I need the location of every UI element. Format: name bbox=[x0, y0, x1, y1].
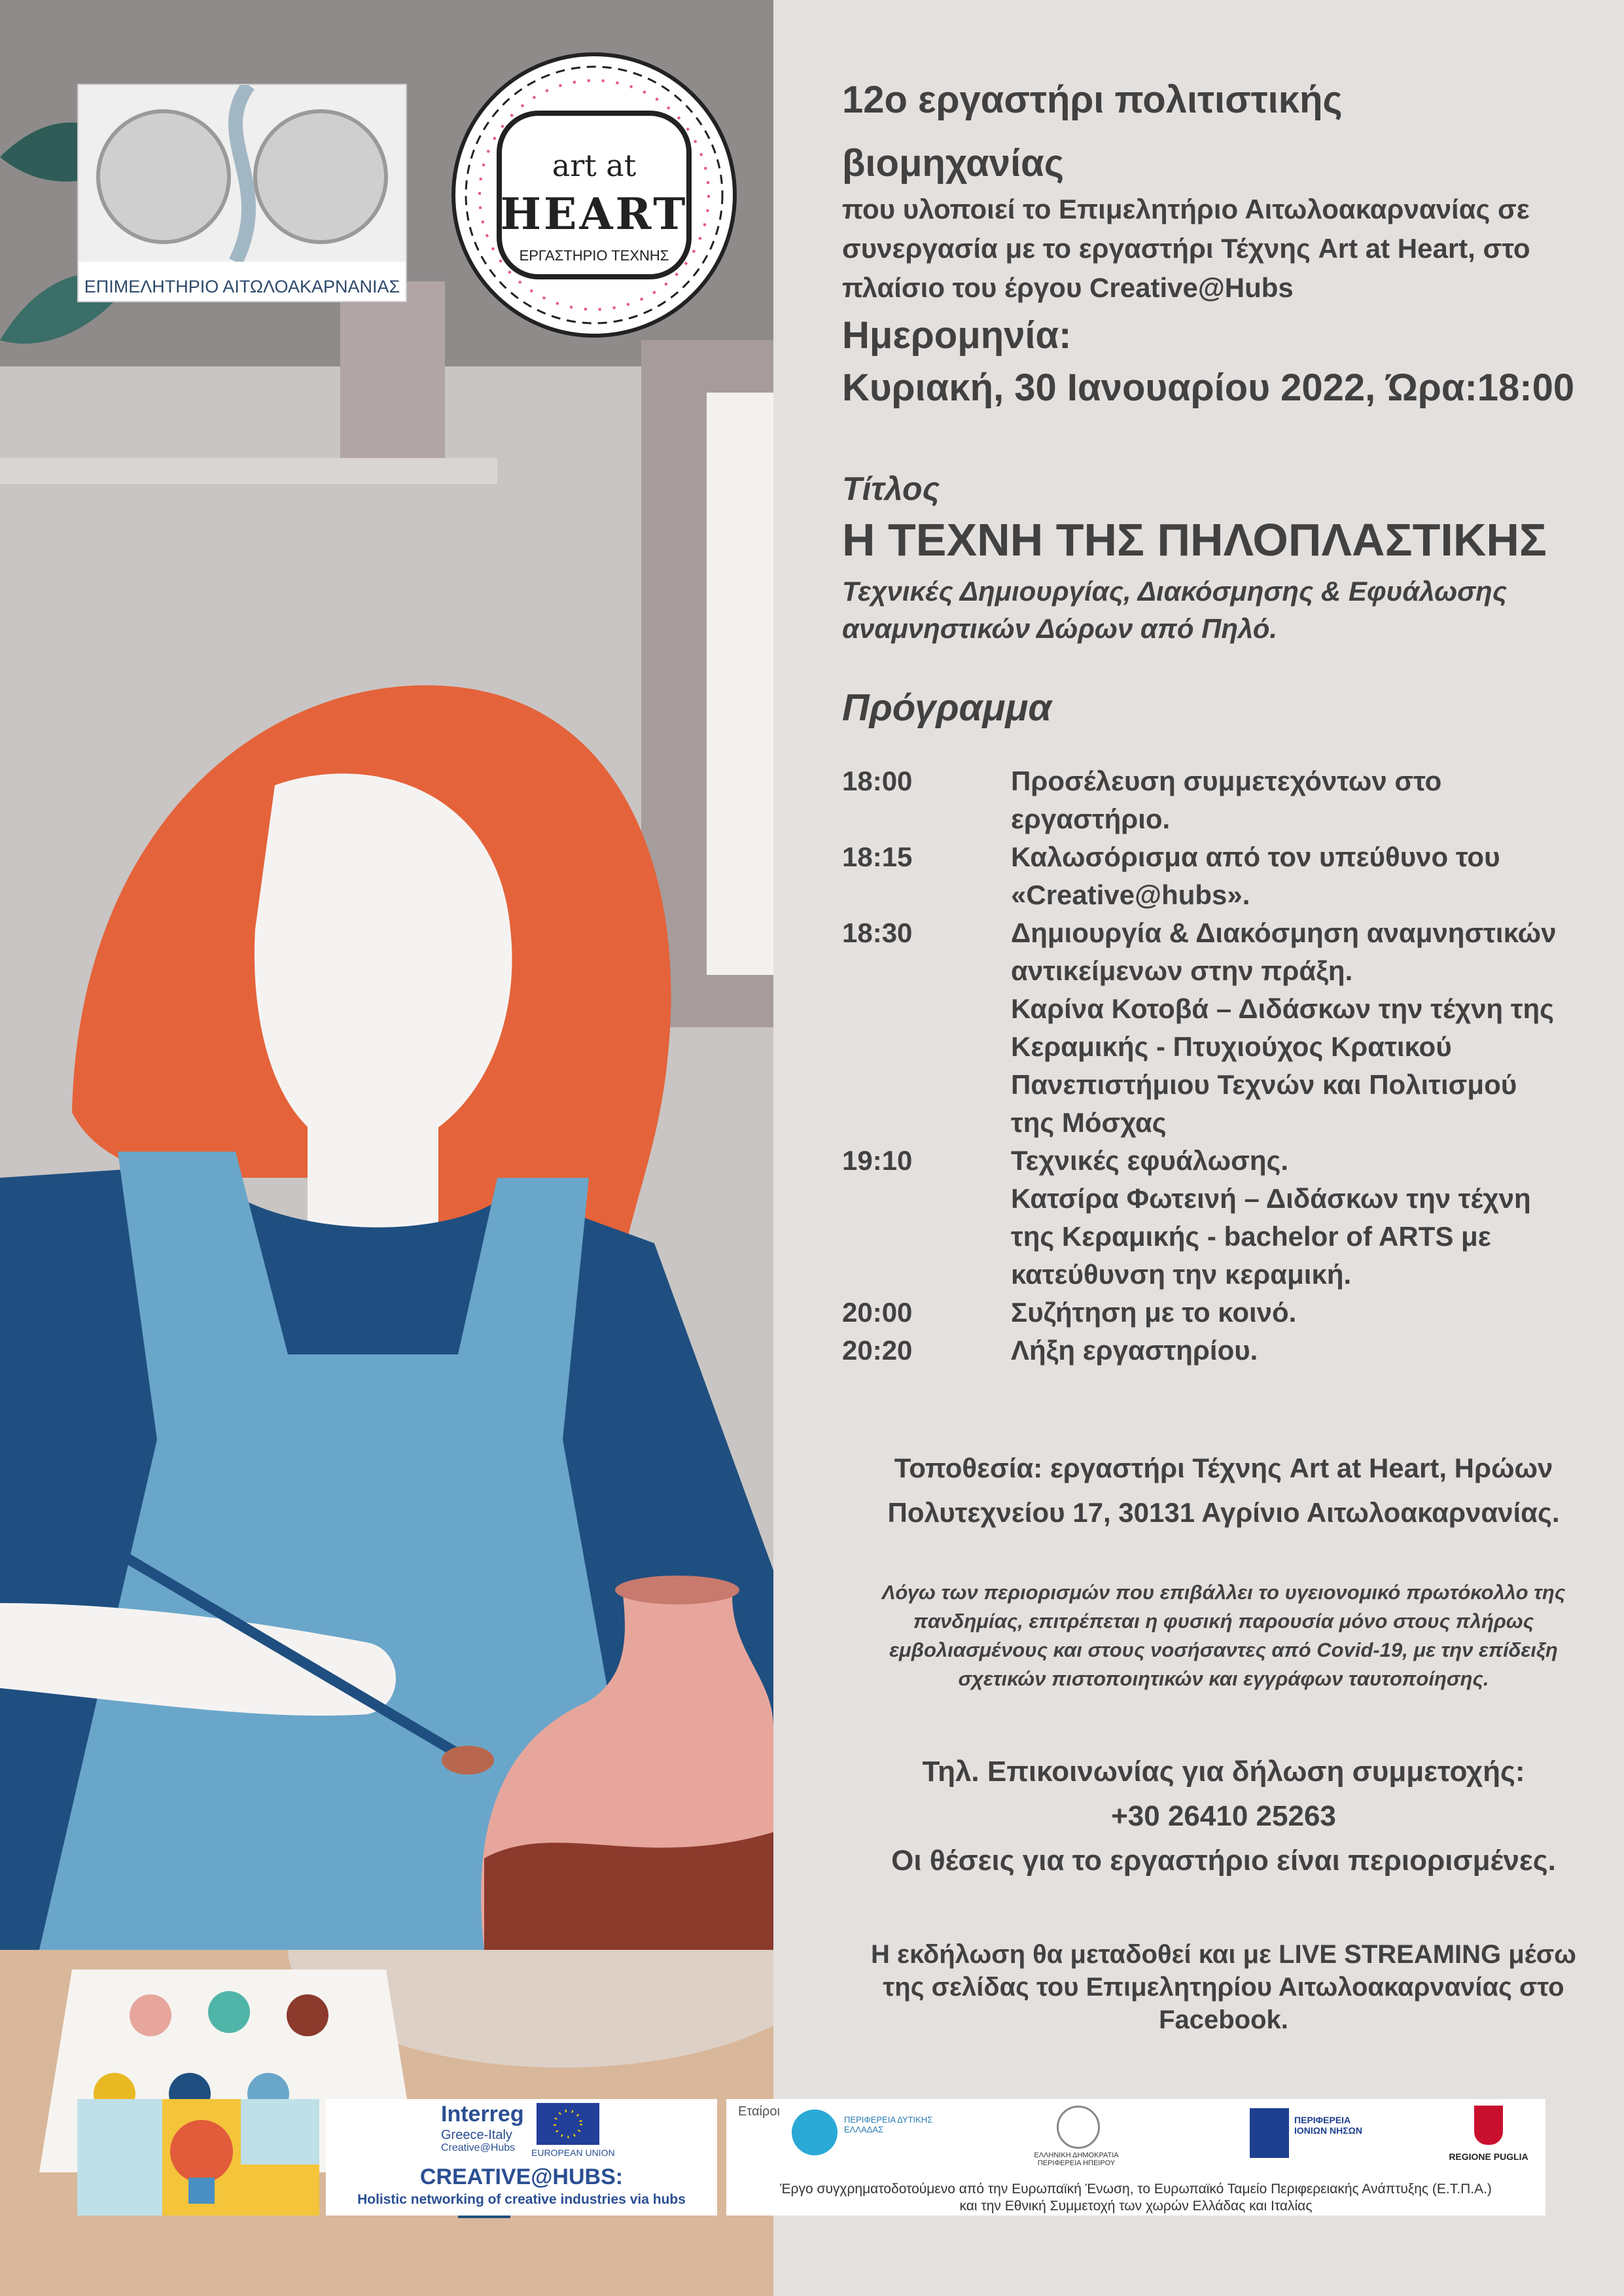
program-time bbox=[842, 1218, 1011, 1256]
contact-block bbox=[811, 1750, 1624, 1883]
program-text: Τεχνικές εφυάλωσης. bbox=[1011, 1145, 1289, 1176]
program-row bbox=[842, 838, 1568, 876]
program-time: 20:20 bbox=[842, 1335, 913, 1366]
interreg-logo bbox=[326, 2099, 717, 2216]
program-row bbox=[842, 800, 1568, 838]
interreg-sub2: Creative@Hubs bbox=[441, 2142, 516, 2153]
program-row bbox=[842, 876, 1568, 914]
partner3-icon bbox=[1250, 2108, 1289, 2158]
contact-phone: +30 26410 25263 bbox=[1111, 1800, 1336, 1832]
program-time bbox=[842, 876, 1011, 914]
program-time: 20:00 bbox=[842, 1297, 913, 1328]
interreg-title: Interreg bbox=[441, 2102, 524, 2127]
partner2-name: ΕΛΛΗΝΙΚΗ ΔΗΜΟΚΡΑΤΙΑ ΠΕΡΙΦΕΡΕΙΑ ΗΠΕΙΡΟΥ bbox=[1034, 2151, 1119, 2167]
partner1-name: ΠΕΡΙΦΕΡΕΙΑ ΔΥΤΙΚΗΣ ΕΛΛΑΔΑΣ bbox=[844, 2115, 933, 2134]
partners-logos bbox=[726, 2099, 1545, 2216]
painter-illustration bbox=[0, 0, 773, 2296]
program-text: Συζήτηση με το κοινό. bbox=[1011, 1297, 1297, 1328]
partner4-name: REGIONE PUGLIA bbox=[1449, 2151, 1528, 2162]
location-block bbox=[811, 1446, 1624, 1535]
creative-hubs-sub: Holistic networking of creative industries via hubs bbox=[357, 2192, 686, 2207]
creative-hubs-graphic bbox=[77, 2099, 319, 2216]
art-logo-sub: ΕΡΓΑΣΤΗΡΙΟ ΤΕΧΝΗΣ bbox=[519, 247, 669, 264]
eu-label: EUROPEAN UNION bbox=[531, 2147, 615, 2158]
program-row bbox=[842, 1104, 1568, 1142]
program-row bbox=[842, 990, 1568, 1028]
eu-flag-icon bbox=[537, 2103, 599, 2145]
program-text: Καλωσόρισμα από τον υπεύθυνο του bbox=[1011, 841, 1500, 872]
partner1-icon bbox=[792, 2110, 838, 2155]
program-label: Πρόγραμμα bbox=[842, 686, 1052, 729]
program-time: 18:15 bbox=[842, 841, 913, 872]
funding-line2: και την Εθνική Συμμετοχή των χωρών Ελλάδας και Ιταλίας bbox=[959, 2199, 1313, 2214]
program-text: αντικείμενων στην πράξη. bbox=[1011, 955, 1353, 986]
program-time: 19:10 bbox=[842, 1145, 913, 1176]
art-logo-top: art at bbox=[552, 148, 637, 183]
streaming-line: Η εκδήλωση θα μεταδοθεί και με LIVE STREAMING μέσω bbox=[871, 1940, 1576, 1969]
contact-line3: Οι θέσεις για το εργαστήριο είναι περιορισμένες. bbox=[891, 1845, 1556, 1877]
program-row bbox=[842, 762, 1568, 800]
program-text: «Creative@hubs». bbox=[1011, 879, 1250, 910]
program-time: 18:30 bbox=[842, 917, 913, 948]
program-text: της Κεραμικής - bachelor of ARTS με bbox=[1011, 1221, 1491, 1252]
partner3-name: ΠΕΡΙΦΕΡΕΙΑ ΙΟΝΙΩΝ ΝΗΣΩΝ bbox=[1294, 2115, 1362, 2136]
program-row bbox=[842, 1066, 1568, 1104]
workshop-desc-2: αναμνηστικών Δώρων από Πηλό. bbox=[842, 613, 1278, 644]
chamber-logo-text: ΕΠΙΜΕΛΗΤΗΡΙΟ ΑΙΤΩΛΟΑΚΑΡΝΑΝΙΑΣ bbox=[84, 277, 400, 296]
lightbulb-icon bbox=[77, 2099, 319, 2216]
covid-line: πανδημίας, επιτρέπεται η φυσική παρουσία μόνο στους πλήρως bbox=[913, 1610, 1534, 1633]
streaming-block bbox=[811, 1938, 1624, 2036]
program-row bbox=[842, 1294, 1568, 1332]
creative-hubs-title: CREATIVE@HUBS: bbox=[419, 2164, 624, 2189]
program-text: κατεύθυνση την κεραμική. bbox=[1011, 1259, 1352, 1290]
location-line1: Τοποθεσία: εργαστήρι Τέχνης Art at Heart, Ηρώων bbox=[894, 1453, 1553, 1483]
program-row bbox=[842, 1180, 1568, 1218]
program-time bbox=[842, 800, 1011, 838]
program-time bbox=[842, 1104, 1011, 1142]
art-logo-heart: HEART bbox=[500, 188, 688, 239]
program-text: Λήξη εργαστηρίου. bbox=[1011, 1335, 1258, 1366]
streaming-line: της σελίδας του Επιμελητηρίου Αιτωλοακαρνανίας στο bbox=[883, 1973, 1564, 2002]
program-row bbox=[842, 1218, 1568, 1256]
program-row bbox=[842, 1256, 1568, 1294]
covid-notice bbox=[811, 1578, 1624, 1693]
program-text: Προσέλευση συμμετεχόντων στο bbox=[1011, 766, 1442, 796]
illustration-panel bbox=[0, 0, 773, 2296]
program-text: Δημιουργία & Διακόσμηση αναμνηστικών bbox=[1011, 917, 1557, 948]
event-subtitle-3: πλαίσιο του έργου Creative@Hubs bbox=[842, 272, 1294, 303]
program-row bbox=[842, 1332, 1568, 1369]
program-text: εργαστήριο. bbox=[1011, 804, 1171, 834]
interreg-sub: Greece-Italy bbox=[441, 2128, 512, 2142]
chamber-logo bbox=[77, 84, 407, 302]
event-subtitle-1: που υλοποιεί το Επιμελητήριο Αιτωλοακαρνανίας σε bbox=[842, 194, 1530, 224]
covid-line: σχετικών πιστοποιητικών και εγγράφων ταυτοποίησης. bbox=[958, 1667, 1489, 1690]
location-line2: Πολυτεχνείου 17, 30131 Αγρίνιο Αιτωλοακαρνανίας. bbox=[887, 1497, 1560, 1528]
event-title-line2: βιομηχανίας bbox=[842, 142, 1064, 185]
contact-line1: Τηλ. Επικοινωνίας για δήλωση συμμετοχής: bbox=[922, 1756, 1525, 1788]
program-time bbox=[842, 1180, 1011, 1218]
program-time bbox=[842, 1256, 1011, 1294]
program-time bbox=[842, 990, 1011, 1028]
program-time bbox=[842, 952, 1011, 990]
partner4-icon bbox=[1474, 2106, 1503, 2145]
title-label: Τίτλος bbox=[842, 470, 940, 507]
program-row bbox=[842, 1142, 1568, 1180]
program-time: 18:00 bbox=[842, 766, 913, 796]
program-text: Καρίνα Κοτοβά – Διδάσκων την τέχνη της bbox=[1011, 993, 1554, 1024]
streaming-line: Facebook. bbox=[1159, 2005, 1288, 2034]
coins-icon bbox=[79, 85, 406, 262]
program-text: Πανεπιστήμιου Τεχνών και Πολιτισμού bbox=[1011, 1069, 1517, 1100]
program-row bbox=[842, 952, 1568, 990]
program-text: Κατσίρα Φωτεινή – Διδάσκων την τέχνη bbox=[1011, 1183, 1531, 1214]
partners-label: Εταίροι bbox=[738, 2104, 780, 2119]
date-label: Ημερομηνία: bbox=[842, 314, 1072, 357]
date-value: Κυριακή, 30 Ιανουαρίου 2022, Ώρα:18:00 bbox=[842, 366, 1575, 409]
workshop-title: Η ΤΕΧΝΗ ΤΗΣ ΠΗΛΟΠΛΑΣΤΙΚΗΣ bbox=[842, 514, 1547, 565]
program-text: Κεραμικής - Πτυχιούχος Κρατικού bbox=[1011, 1031, 1452, 1062]
partner2-icon bbox=[1057, 2106, 1100, 2149]
program-text: της Μόσχας bbox=[1011, 1107, 1167, 1138]
funding-line1: Έργο συγχρηματοδοτούμενο από την Ευρωπαϊκή Ένωση, το Ευρωπαϊκό Ταμείο Περιφερειακής Ανάπτυξης (Ε.Τ.Π.Α.) bbox=[780, 2181, 1492, 2197]
covid-line: εμβολιασμένους και στους νοσήσαντες από Covid-19, με την επίδειξη bbox=[889, 1638, 1558, 1661]
program-row bbox=[842, 914, 1568, 952]
workshop-desc-1: Τεχνικές Δημιουργίας, Διακόσμησης & Εφυάλωσης bbox=[842, 576, 1508, 607]
event-title-line1: 12ο εργαστήρι πολιτιστικής bbox=[842, 79, 1343, 121]
art-at-heart-logo bbox=[450, 51, 738, 339]
covid-line: Λόγω των περιορισμών που επιβάλλει το υγειονομικό πρωτόκολλο της bbox=[881, 1581, 1566, 1604]
event-subtitle-2: συνεργασία με το εργαστήρι Τέχνης Art at Heart, στο bbox=[842, 233, 1530, 264]
program-row bbox=[842, 1028, 1568, 1066]
program-time bbox=[842, 1066, 1011, 1104]
program-time bbox=[842, 1028, 1011, 1066]
program-list bbox=[842, 762, 1568, 1369]
